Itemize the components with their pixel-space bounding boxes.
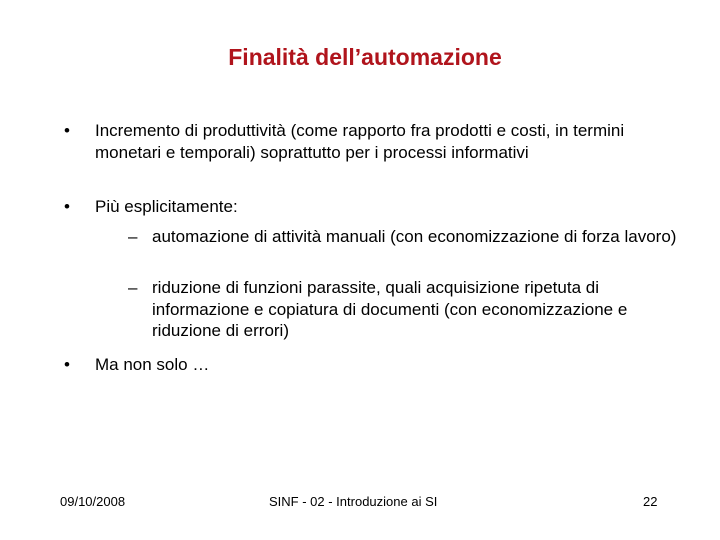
footer-title: SINF - 02 - Introduzione ai SI <box>269 494 438 509</box>
bullet-text: Ma non solo … <box>95 355 210 374</box>
bullet-text: Più esplicitamente: <box>95 197 238 216</box>
slide-number: 22 <box>643 494 658 509</box>
bullet-marker: • <box>64 355 70 374</box>
footer-date: 09/10/2008 <box>60 494 126 509</box>
bullet-text: Incremento di produttività (come rapporto fra prodotti e costi, in termini monetari e temporali) soprattutto per i processi informativi <box>95 121 625 162</box>
bullet-marker: • <box>64 121 70 140</box>
sub-bullet-marker: – <box>128 227 138 246</box>
sub-bullet-text: riduzione di funzioni parassite, quali acquisizione ripetuta di informazione e copiatura di documenti (con economizzazione e riduzione di errori) <box>152 278 628 340</box>
sub-bullet-text: automazione di attività manuali (con economizzazione di forza lavoro) <box>152 227 677 246</box>
slide-title: Finalità dell’automazione <box>228 44 502 70</box>
sub-bullet-marker: – <box>128 278 138 297</box>
bullet-marker: • <box>64 197 70 216</box>
